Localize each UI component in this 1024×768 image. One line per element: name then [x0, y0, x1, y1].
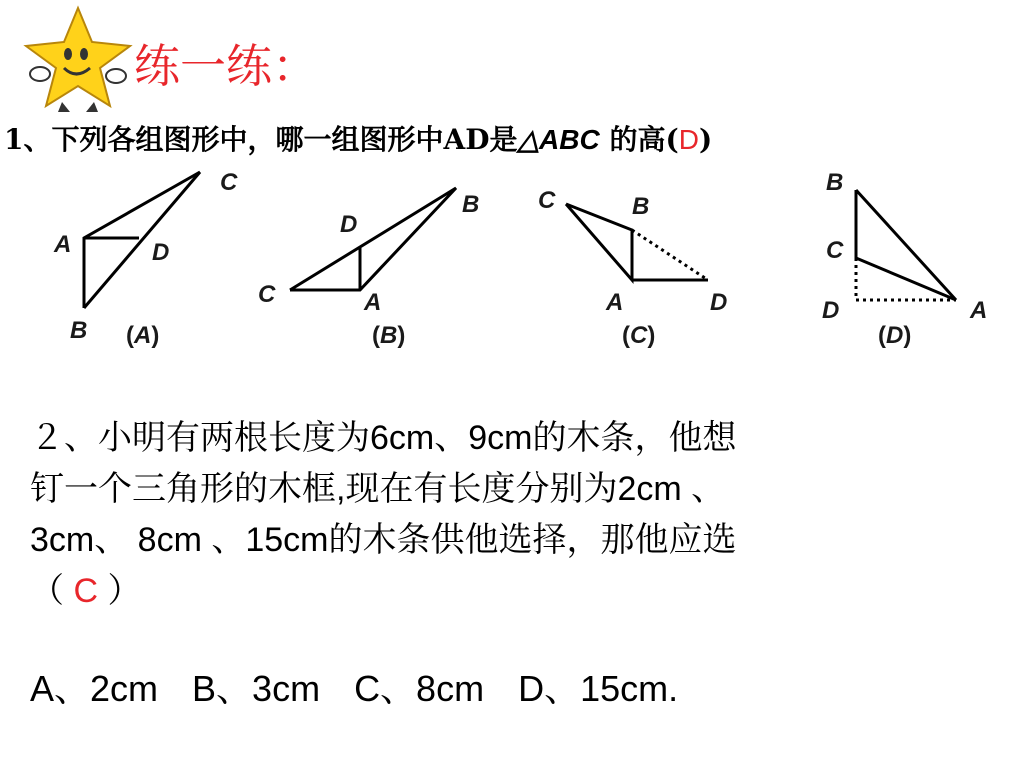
question-2-answer: C — [73, 572, 99, 610]
figure-d-caption-letter: D — [886, 322, 904, 349]
question-2 — [30, 413, 1005, 617]
option-a: A、2cm — [30, 668, 159, 709]
figure-d-caption-close: ) — [903, 322, 912, 349]
page-title: 练一练： — [134, 39, 318, 93]
question-2-paren-open: （ — [30, 572, 74, 610]
figure-a-label-a: A — [54, 231, 72, 258]
question-1-answer: D — [678, 124, 699, 155]
figure-a-label-c: C — [220, 169, 238, 196]
question-1 — [4, 118, 712, 158]
figure-d-label-c: C — [826, 237, 844, 264]
question-2-line-2: 钉一个三角形的木框,现在有长度分别为2cm 、 — [30, 470, 726, 508]
question-2-paren-close: ） — [98, 572, 142, 610]
figure-b-label-c: C — [258, 281, 276, 308]
figure-b-label-b: B — [462, 191, 480, 218]
figure-d-caption-open: ( — [878, 322, 886, 349]
figure-a-label-b: B — [70, 317, 88, 344]
answer-options — [30, 661, 712, 712]
option-b: B、3cm — [192, 668, 321, 709]
figure-b-caption-close: ) — [397, 322, 406, 349]
figure-b-label-a: A — [364, 289, 382, 316]
figure-a — [84, 172, 200, 308]
option-c: C、8cm — [354, 668, 485, 709]
figure-a-label-d: D — [152, 239, 170, 266]
figure-c-caption-close: ) — [647, 322, 656, 349]
figure-b-caption-letter: B — [380, 322, 398, 349]
figure-d-label-d: D — [822, 297, 840, 324]
figure-a-caption-letter: A — [134, 322, 152, 349]
figure-c-label-c: C — [538, 187, 556, 214]
figure-c-caption — [622, 322, 655, 349]
figure-d — [856, 190, 956, 300]
figure-d-label-b: B — [826, 169, 844, 196]
question-2-line-3: 3cm、 8cm 、15cm的木条供他选择，那他应选 — [30, 521, 737, 559]
figure-c-caption-open: ( — [622, 322, 630, 349]
option-d: D、15cm. — [518, 668, 679, 709]
figure-b-label-d: D — [340, 211, 358, 238]
question-1-close: ) — [698, 123, 713, 156]
figure-b-caption — [372, 322, 405, 349]
geometry-figures — [0, 160, 1024, 360]
figure-b-caption-open: ( — [372, 322, 380, 349]
figure-a-caption-open: ( — [126, 322, 134, 349]
figure-a-caption-close: ) — [151, 322, 160, 349]
question-1-suffix: 的高( — [599, 123, 679, 156]
figure-b — [290, 188, 456, 290]
figure-c-label-b: B — [632, 193, 650, 220]
figure-c-label-d: D — [710, 289, 728, 316]
question-2-line-1: ２、小明有两根长度为6cm、9cm的木条，他想 — [30, 419, 737, 457]
figure-d-caption — [878, 322, 911, 349]
question-2-line-4 — [30, 566, 1005, 617]
question-1-triangle: △ABC — [517, 124, 600, 155]
figure-c-caption-letter: C — [630, 322, 648, 349]
figure-d-label-a: A — [970, 297, 988, 324]
question-1-prefix: 1、下列各组图形中，哪一组图形中AD是 — [4, 123, 518, 156]
figure-a-caption — [126, 322, 159, 349]
figure-c-label-a: A — [606, 289, 624, 316]
star-mascot-icon — [18, 2, 138, 114]
